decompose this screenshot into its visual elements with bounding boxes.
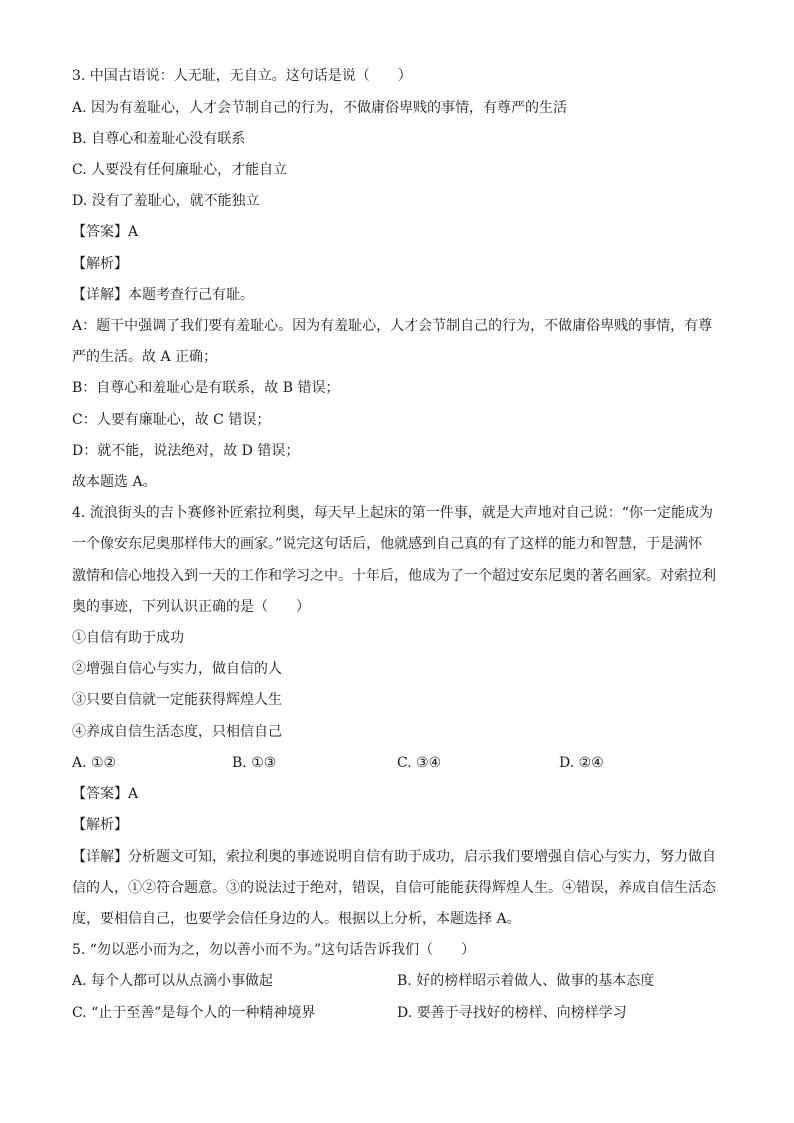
q4-answer: 【答案】A	[72, 786, 139, 802]
q3-explanation-line: 故本题选 A。	[72, 474, 157, 490]
q4-option-d: D. ②④	[559, 755, 604, 771]
q5-option-b: B. 好的榜样昭示着做人、做事的基本态度	[397, 973, 655, 989]
q3-stem: 3. 中国古语说：人无耻，无自立。这句话是说（ ）	[72, 68, 412, 84]
q3-analysis-label: 【解析】	[72, 256, 128, 272]
q4-stem-line: 激情和信心地投入到一天的工作和学习之中。十年后，他成为了一个超过安东尼奥的著名画家。对索拉利	[72, 568, 716, 584]
q4-stem-line: 一个像安东尼奥那样伟大的画家。”说完这句话后，他就感到自己真的有了这样的能力和智慧，于是满怀	[72, 536, 703, 552]
q3-option-b: B. 自尊心和羞耻心没有联系	[72, 131, 246, 147]
q3-option-c: C. 人要没有任何廉耻心，才能自立	[72, 162, 288, 178]
q4-detail-line: 【详解】分析题文可知，索拉利奥的事迹说明自信有助于成功，启示我们要增强自信心与实力，努力做自	[72, 849, 716, 865]
q4-options-row	[72, 753, 732, 773]
q4-statement-2: ②增强自信心与实力，做自信的人	[72, 661, 282, 677]
q3-explanation-line: B：自尊心和羞耻心是有联系，故 B 错误；	[72, 380, 340, 396]
q4-stem-line: 4. 流浪街头的吉卜赛修补匠索拉利奥，每天早上起床的第一件事，就是大声地对自己说：“你一定能成为	[72, 505, 713, 521]
q3-answer: 【答案】A	[72, 224, 139, 240]
q4-statement-1: ①自信有助于成功	[72, 630, 184, 646]
q5-option-d: D. 要善于寻找好的榜样、向榜样学习	[397, 1005, 627, 1021]
q3-explanation-line: 严的生活。故 A 正确；	[72, 349, 218, 365]
q5-options-row-2	[72, 1003, 732, 1023]
q4-option-a: A. ①②	[72, 755, 117, 771]
q3-explanation-line: D：就不能，说法绝对，故 D 错误；	[72, 443, 300, 459]
q3-option-a: A. 因为有羞耻心，人才会节制自己的行为，不做庸俗卑贱的事情，有尊严的生活	[72, 100, 568, 116]
q4-statement-4: ④养成自信生活态度，只相信自己	[72, 724, 282, 740]
q3-option-d: D. 没有了羞耻心，就不能独立	[72, 193, 260, 209]
q5-options-row-1	[72, 971, 732, 991]
q3-explanation-line: A：题干中强调了我们要有羞耻心。因为有羞耻心，人才会节制自己的行为，不做庸俗卑贱的事情，有尊	[72, 318, 713, 334]
q3-explanation-line: C：人要有廉耻心，故 C 错误；	[72, 412, 271, 428]
q4-detail-line: 信的人，①②符合题意。③的说法过于绝对，错误，自信可能能获得辉煌人生。④错误，养成自信生活态	[72, 880, 716, 896]
q4-option-c: C. ③④	[397, 755, 442, 771]
q4-analysis-label: 【解析】	[72, 817, 128, 833]
q5-option-a: A. 每个人都可以从点滴小事做起	[72, 973, 274, 989]
q5-option-c: C. “止于至善”是每个人的一种精神境界	[72, 1005, 316, 1021]
q5-stem: 5. “勿以恶小而为之，勿以善小而不为。”这句话告诉我们（ ）	[72, 942, 476, 958]
q4-option-b: B. ①③	[232, 755, 277, 771]
q4-stem-line: 奥的事迹，下列认识正确的是（ ）	[72, 599, 310, 615]
q3-detail: 【详解】本题考查行己有耻。	[72, 287, 254, 303]
q4-detail-line: 度，要相信自己，也要学会信任身边的人。根据以上分析，本题选择 A。	[72, 911, 521, 927]
q4-statement-3: ③只要自信就一定能获得辉煌人生	[72, 692, 282, 708]
